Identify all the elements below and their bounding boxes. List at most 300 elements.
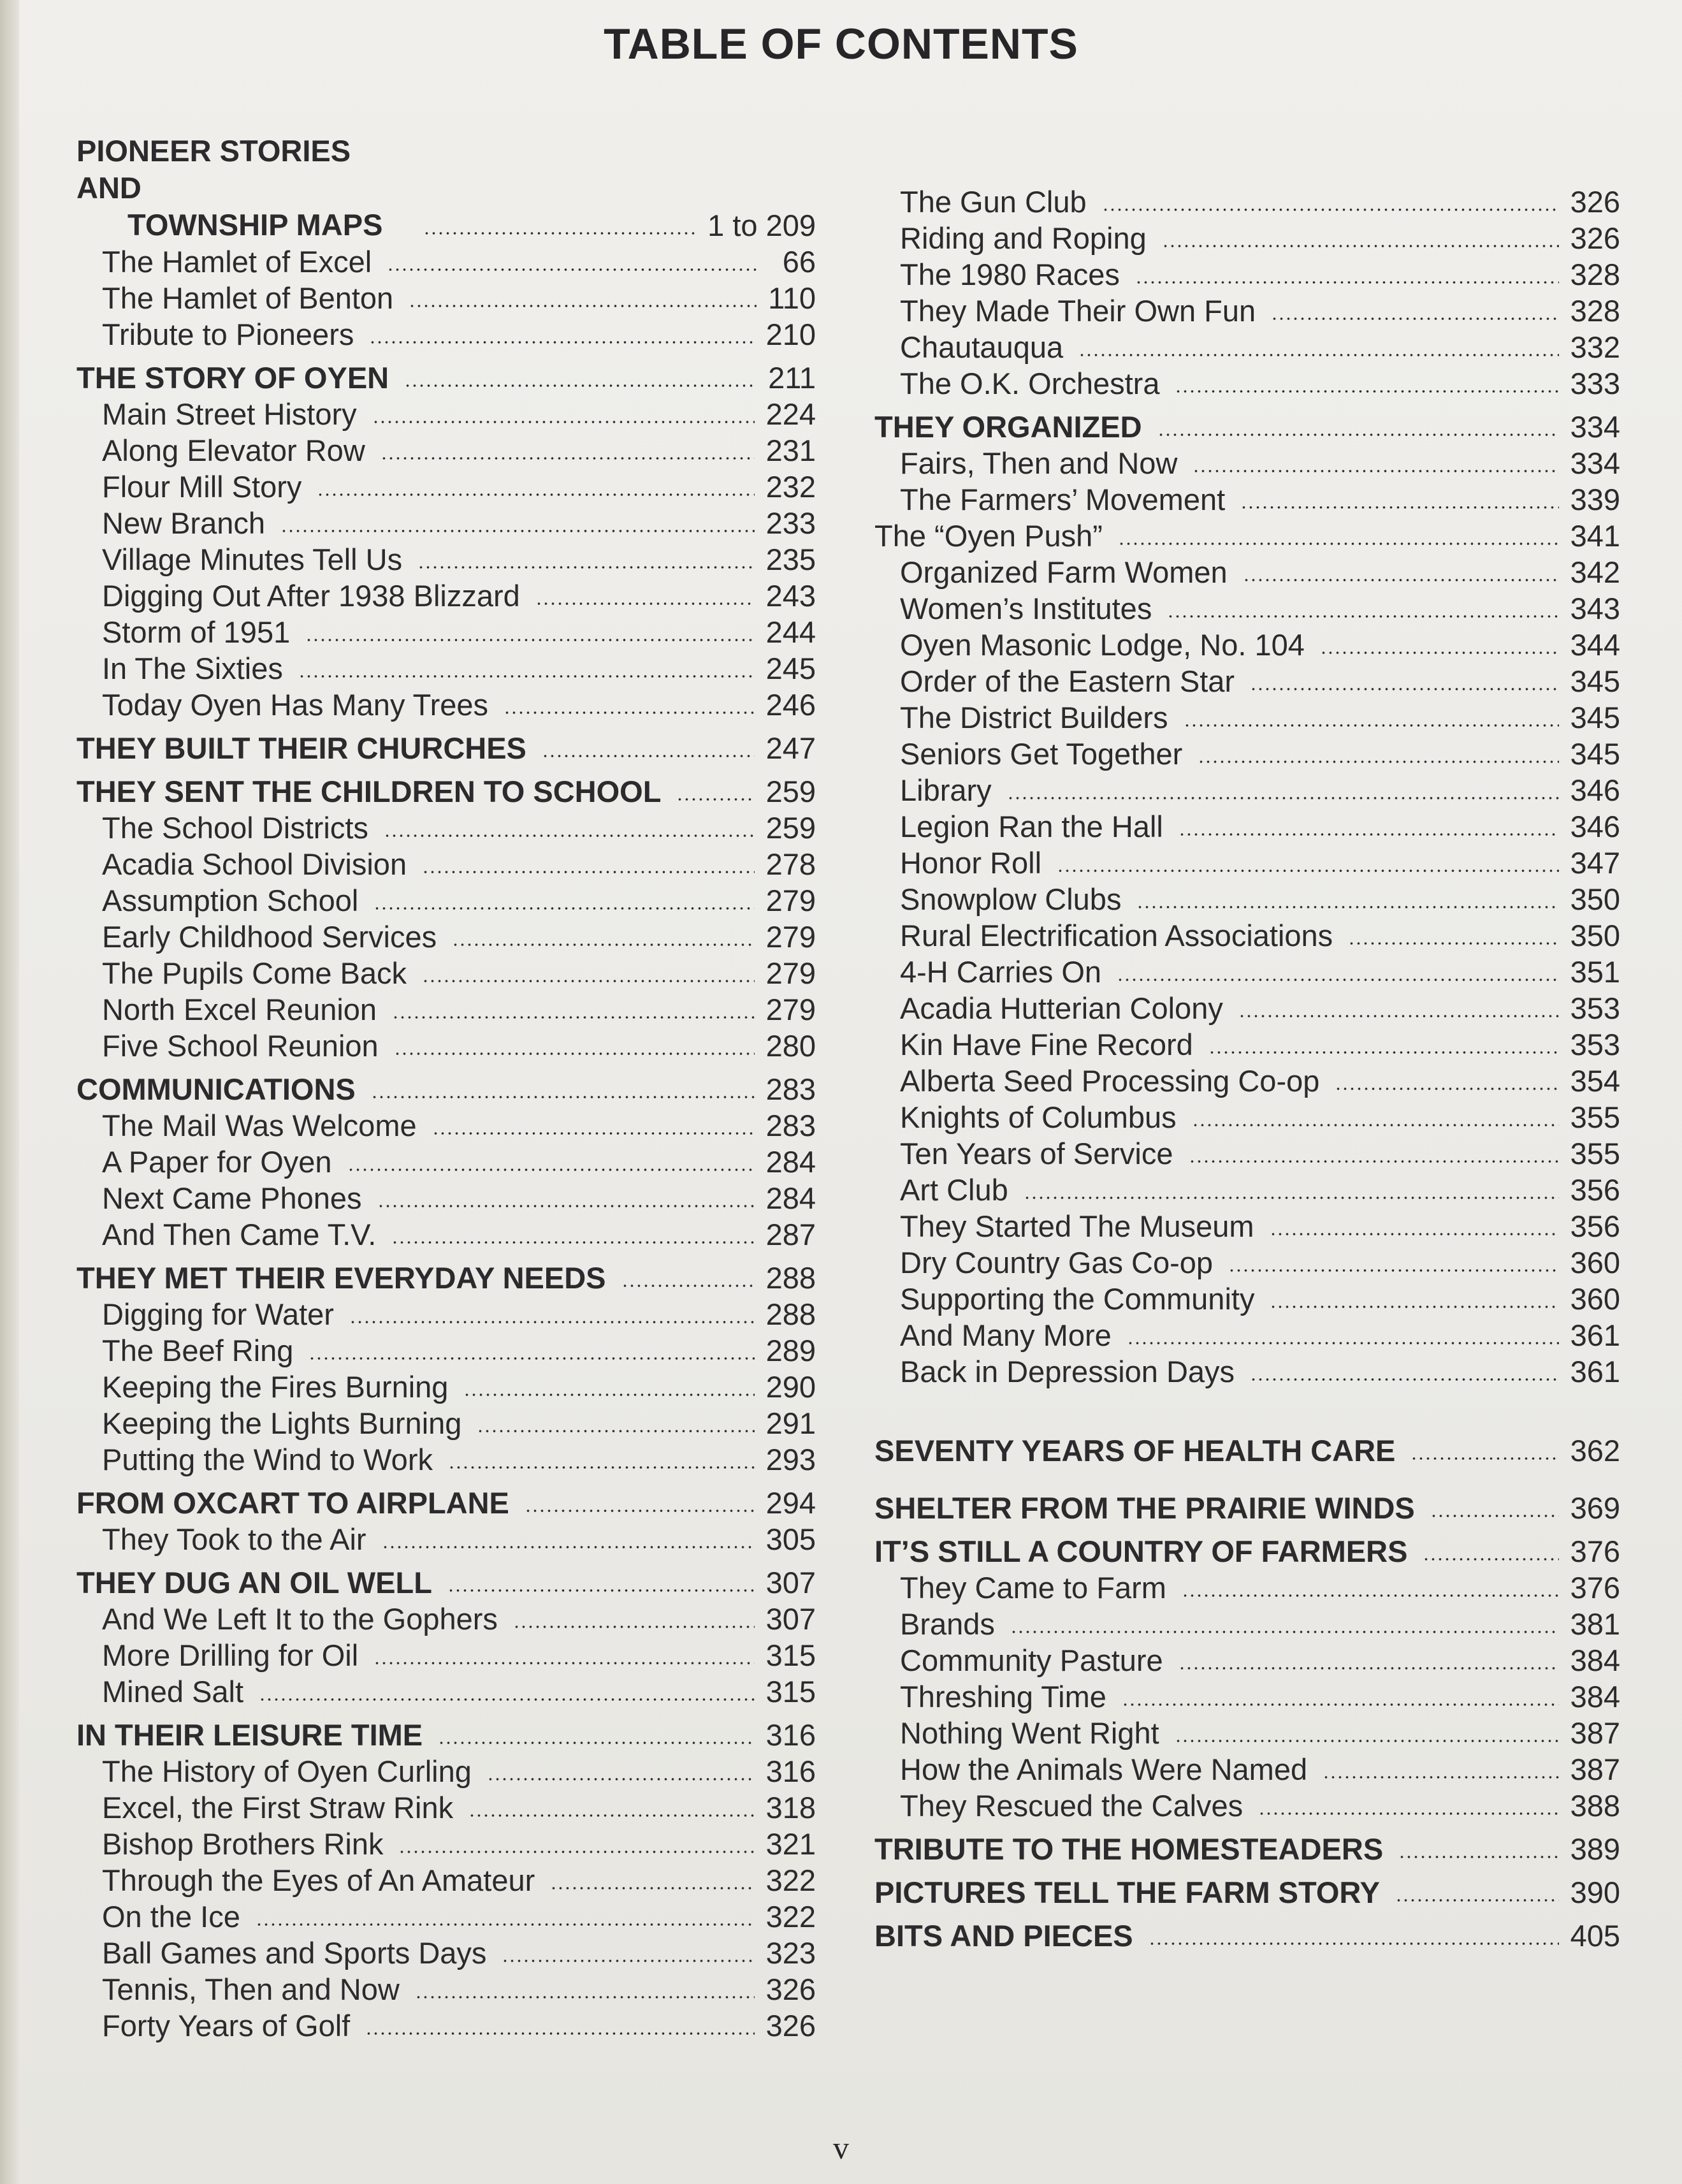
toc-entry-label: Along Elevator Row (102, 433, 365, 467)
toc-entry-page: 369 (1570, 1491, 1620, 1525)
toc-entry-label: Today Oyen Has Many Trees (102, 688, 489, 722)
dot-leader (347, 1168, 755, 1171)
toc-entry-forty-years-of-golf (76, 2007, 816, 2044)
dot-leader (1127, 1342, 1559, 1344)
dot-leader (468, 1814, 754, 1817)
dot-leader (477, 1430, 754, 1432)
toc-entry-page: 354 (1570, 1064, 1620, 1098)
toc-entry-label: They Took to the Air (102, 1522, 366, 1556)
dot-leader (448, 1466, 755, 1469)
toc-entry-the-gun-club (874, 184, 1620, 220)
dot-leader (372, 421, 755, 423)
toc-entry-label: The District Builders (900, 701, 1168, 734)
toc-entry-label: Back in Depression Days (900, 1355, 1235, 1388)
dot-leader (387, 268, 760, 271)
toc-entry-organized-farm-women (874, 554, 1620, 590)
toc-entry-riding-and-roping (874, 220, 1620, 256)
toc-entry-label: Supporting the Community (900, 1282, 1255, 1316)
toc-entry-nothing-went-right (874, 1715, 1620, 1751)
toc-entry-label: And We Left It to the Gophers (102, 1602, 498, 1636)
toc-entry-page: 346 (1570, 773, 1620, 807)
dot-leader (1395, 1899, 1559, 1902)
toc-entry-label: Order of the Eastern Star (900, 664, 1235, 698)
toc-section-they-organized (874, 407, 1620, 445)
dot-leader (373, 907, 754, 910)
dot-leader (317, 493, 754, 496)
toc-entry-label: More Drilling for Oil (102, 1638, 359, 1672)
toc-entry-label: Ball Games and Sports Days (102, 1936, 487, 1970)
toc-entry-label: Nothing Went Right (900, 1716, 1159, 1750)
toc-entry-threshing-time (874, 1678, 1620, 1715)
toc-entry-label: Acadia School Division (102, 847, 407, 881)
toc-entry-page: 350 (1570, 919, 1620, 952)
toc-entry-label: THEY DUG AN OIL WELL (76, 1566, 432, 1599)
dot-leader (1010, 1631, 1559, 1633)
toc-entry-and-we-left-it-to-the-gophers (76, 1601, 816, 1637)
toc-entry-page: 356 (1570, 1173, 1620, 1207)
toc-entry-page: 345 (1570, 737, 1620, 771)
toc-entry-rural-electrification-associations (874, 917, 1620, 954)
toc-entry-page: 381 (1570, 1607, 1620, 1641)
toc-entry-label: The O.K. Orchestra (900, 367, 1160, 400)
toc-entry-the-farmers-movement (874, 481, 1620, 518)
dot-leader (298, 675, 755, 678)
dot-leader (259, 1698, 755, 1701)
dot-leader (391, 1241, 754, 1244)
toc-entry-page: 343 (1570, 592, 1620, 625)
toc-entry-page: 283 (765, 1109, 816, 1142)
dot-leader (422, 871, 755, 873)
toc-entry-label: TRIBUTE TO THE HOMESTEADERS (874, 1832, 1384, 1866)
toc-entry-page: 233 (765, 506, 816, 540)
toc-entry-label: The “Oyen Push” (874, 519, 1103, 553)
toc-entry-label: Community Pasture (900, 1643, 1163, 1677)
toc-entry-label: Ten Years of Service (900, 1137, 1173, 1170)
toc-entry-digging-out-after-1938-blizzard (76, 578, 816, 614)
toc-entry-the-oyen-push (874, 518, 1620, 554)
toc-entry-page: 279 (765, 956, 816, 990)
toc-entry-label: The 1980 Races (900, 258, 1120, 291)
dot-leader (1189, 1160, 1559, 1163)
toc-entry-label: COMMUNICATIONS (76, 1072, 356, 1106)
dot-leader (542, 755, 755, 757)
dot-leader (1348, 942, 1558, 945)
dot-leader (1118, 542, 1559, 545)
toc-entry-page: 294 (765, 1486, 816, 1520)
toc-entry-page: 231 (765, 433, 816, 467)
toc-entry-page: 284 (765, 1181, 816, 1215)
dot-leader (1198, 761, 1558, 763)
toc-entry-page: 305 (765, 1522, 816, 1556)
dot-leader (452, 943, 755, 946)
toc-entry-flour-mill-story (76, 469, 816, 505)
toc-entry-page: 387 (1570, 1716, 1620, 1750)
toc-entry-page: 346 (1570, 810, 1620, 843)
toc-entry-page: 405 (1570, 1919, 1620, 1953)
toc-entry-page: 289 (765, 1334, 816, 1367)
toc-entry-women-s-institutes (874, 590, 1620, 627)
toc-entry-page: 288 (765, 1297, 816, 1331)
toc-entry-page: 259 (765, 775, 816, 808)
toc-entry-page: 360 (1570, 1282, 1620, 1316)
toc-entry-supporting-the-community (874, 1281, 1620, 1317)
toc-entry-label: Putting the Wind to Work (102, 1443, 433, 1476)
toc-entry-label: Storm of 1951 (102, 615, 291, 649)
toc-entry-page: 332 (1570, 330, 1620, 364)
toc-entry-label: In The Sixties (102, 652, 283, 685)
toc-entry-page: 318 (765, 1791, 816, 1824)
toc-entry-page: 307 (765, 1602, 816, 1636)
toc-entry-north-excel-reunion (76, 991, 816, 1028)
toc-entry-five-school-reunion (76, 1028, 816, 1064)
toc-entry-label: Mined Salt (102, 1675, 244, 1708)
toc-section-they-met-their-everyday-needs (76, 1258, 816, 1296)
dot-leader (417, 566, 754, 569)
toc-entry-label: Keeping the Fires Burning (102, 1370, 449, 1404)
toc-entry-back-in-depression-days (874, 1353, 1620, 1390)
spacer (874, 1469, 1620, 1483)
toc-entry-label: The Mail Was Welcome (102, 1109, 417, 1142)
toc-entry-label: Forty Years of Golf (102, 2009, 351, 2042)
toc-entry-label-line1: PIONEER STORIES AND (76, 134, 351, 205)
toc-entry-label: They Made Their Own Fun (900, 294, 1256, 328)
toc-entry-label: Chautauqua (900, 330, 1064, 364)
toc-entry-label: SHELTER FROM THE PRAIRIE WINDS (874, 1491, 1415, 1525)
dot-leader (394, 1052, 755, 1055)
toc-entry-keeping-the-lights-burning (76, 1405, 816, 1441)
toc-entry-and-then-came-t-v (76, 1216, 816, 1253)
toc-entry-next-came-phones (76, 1180, 816, 1216)
dot-leader (1192, 1124, 1559, 1126)
toc-section-tribute-to-the-homesteaders (874, 1829, 1620, 1867)
toc-entry-label: They Started The Museum (900, 1209, 1254, 1243)
toc-section-they-sent-the-children-to-school (76, 771, 816, 810)
dot-leader (349, 1321, 755, 1323)
toc-entry-label: Legion Ran the Hall (900, 810, 1163, 843)
spacer (874, 1390, 1620, 1425)
toc-entry-label: Digging for Water (102, 1297, 334, 1331)
toc-entry-label: Early Childhood Services (102, 920, 437, 954)
toc-entry-through-the-eyes-of-an-amateur (76, 1862, 816, 1898)
toc-entry-art-club (874, 1172, 1620, 1208)
toc-entry-honor-roll (874, 845, 1620, 881)
toc-entry-seniors-get-together (874, 736, 1620, 772)
toc-entry-page: 211 (768, 361, 816, 395)
dot-leader (525, 1510, 755, 1512)
dot-leader (305, 639, 754, 641)
toc-entry-page: 321 (765, 1827, 816, 1861)
toc-section-they-built-their-churches (76, 728, 816, 766)
toc-entry-label: The School Districts (102, 811, 368, 845)
toc-entry-label: BITS AND PIECES (874, 1919, 1133, 1953)
toc-entry-4-h-carries-on (874, 954, 1620, 990)
toc-entry-page: 284 (765, 1145, 816, 1179)
toc-entry-mined-salt (76, 1673, 816, 1710)
toc-entry-label: Rural Electrification Associations (900, 919, 1333, 952)
dot-leader (1167, 615, 1558, 618)
toc-entry-order-of-the-eastern-star (874, 663, 1620, 699)
dot-leader (1078, 354, 1558, 356)
toc-entry-page: 334 (1570, 410, 1620, 444)
toc-entry-label: The Hamlet of Benton (102, 281, 394, 315)
dot-leader (1178, 833, 1559, 836)
dot-leader (463, 1394, 754, 1396)
toc-entry-digging-for-water (76, 1296, 816, 1332)
dot-leader (369, 341, 754, 344)
toc-entry-acadia-school-division (76, 846, 816, 882)
toc-entry-page: 224 (765, 397, 816, 431)
dot-leader (1250, 688, 1559, 690)
dot-leader (1320, 652, 1559, 654)
dot-leader (1175, 1740, 1559, 1742)
dot-leader (1410, 1457, 1558, 1460)
toc-entry-page: 247 (765, 731, 816, 765)
toc-entry-page: 342 (1570, 555, 1620, 589)
dot-leader (1135, 281, 1559, 284)
toc-entry-label: The Pupils Come Back (102, 956, 407, 990)
toc-entry-alberta-seed-processing-co-op (874, 1063, 1620, 1099)
toc-entry-page: 339 (1570, 483, 1620, 516)
toc-entry-label: Seniors Get Together (900, 737, 1183, 771)
dot-leader (502, 1960, 754, 1962)
toc-entry-label: SEVENTY YEARS OF HEALTH CARE (874, 1434, 1396, 1467)
toc-entry-page: 388 (1570, 1789, 1620, 1823)
toc-entry-label: On the Ice (102, 1900, 240, 1933)
toc-entry-page: 351 (1570, 955, 1620, 989)
toc-entry-acadia-hutterian-colony (874, 990, 1620, 1026)
toc-entry-tennis-then-and-now (76, 1971, 816, 2007)
toc-entry-dry-country-gas-co-op (874, 1244, 1620, 1281)
toc-entry-page: 1 to 209 (707, 208, 816, 242)
toc-entry-knights-of-columbus (874, 1099, 1620, 1135)
toc-entry-brands (874, 1606, 1620, 1642)
toc-entry-label: Through the Eyes of An Amateur (102, 1863, 535, 1897)
toc-entry-label: Fairs, Then and Now (900, 446, 1178, 480)
toc-entry-page: 323 (765, 1936, 816, 1970)
dot-leader (1250, 1378, 1559, 1381)
toc-entry-label: The Hamlet of Excel (102, 245, 372, 279)
toc-entry-page: 279 (765, 993, 816, 1026)
toc-entry-label: Keeping the Lights Burning (102, 1406, 462, 1440)
toc-entry-label: And Many More (900, 1318, 1112, 1352)
dot-leader (422, 980, 755, 982)
dot-leader (1117, 979, 1559, 981)
toc-entry-label: Digging Out After 1938 Blizzard (102, 579, 520, 613)
toc-entry-page: 243 (765, 579, 816, 613)
dot-leader (1178, 1667, 1559, 1670)
toc-entry-page: 328 (1570, 258, 1620, 291)
page-title: TABLE OF CONTENTS (604, 20, 1078, 68)
toc-entry-the-school-districts (76, 810, 816, 846)
toc-entry-new-branch (76, 505, 816, 541)
toc-section-the-story-of-oyen (76, 358, 816, 396)
toc-entry-page: 259 (765, 811, 816, 845)
toc-entry-page: 376 (1570, 1534, 1620, 1568)
toc-entry-page: 246 (765, 688, 816, 722)
toc-entry-chautauqua (874, 329, 1620, 365)
dot-leader (487, 1778, 755, 1780)
toc-entry-label: Art Club (900, 1173, 1008, 1207)
dot-leader (1057, 870, 1559, 872)
toc-entry-page: 235 (765, 542, 816, 576)
toc-entry-keeping-the-fires-burning (76, 1369, 816, 1405)
toc-entry-label: A Paper for Oyen (102, 1145, 332, 1179)
toc-entry-the-pupils-come-back (76, 955, 816, 991)
toc-entry-label: IT’S STILL A COUNTRY OF FARMERS (874, 1534, 1408, 1568)
dot-leader (308, 1357, 754, 1360)
toc-entry-page: 350 (1570, 882, 1620, 916)
toc-entry-label: Village Minutes Tell Us (102, 542, 403, 576)
toc-entry-page: 291 (765, 1406, 816, 1440)
toc-entry-excel-the-first-straw-rink (76, 1789, 816, 1826)
dot-leader (1271, 317, 1558, 320)
dot-leader (1193, 470, 1558, 472)
toc-entry-label (76, 133, 408, 244)
dot-leader (1184, 724, 1559, 727)
toc-entry-label: Riding and Roping (900, 221, 1147, 255)
toc-entry-page: 341 (1570, 519, 1620, 553)
dot-leader (371, 1096, 755, 1098)
toc-entry-on-the-ice (76, 1898, 816, 1935)
toc-entry-label: Five School Reunion (102, 1029, 379, 1063)
toc-entry-page: 344 (1570, 628, 1620, 662)
toc-entry-label: Tribute to Pioneers (102, 317, 354, 351)
toc-entry-page: 355 (1570, 1137, 1620, 1170)
toc-entry-page: 355 (1570, 1100, 1620, 1134)
toc-entry-label-line2: TOWNSHIP MAPS (127, 208, 383, 242)
dot-leader (365, 2032, 754, 2035)
toc-entry-label: THEY ORGANIZED (874, 410, 1142, 444)
toc-entry-page: 326 (1570, 221, 1620, 255)
dot-leader (438, 1742, 754, 1744)
toc-entry-page: 290 (765, 1370, 816, 1404)
toc-section-communications (76, 1069, 816, 1107)
toc-entry-assumption-school (76, 882, 816, 919)
toc-entry-page: 384 (1570, 1643, 1620, 1677)
dot-leader (1175, 390, 1558, 393)
toc-section-shelter-from-the-prairie-winds (874, 1488, 1620, 1526)
dot-leader (1430, 1515, 1559, 1517)
toc-entry-page: 110 (768, 281, 816, 315)
toc-entry-label: The Beef Ring (102, 1334, 294, 1367)
dot-leader (1335, 1088, 1558, 1090)
toc-entry-label: THEY BUILT THEIR CHURCHES (76, 731, 526, 765)
toc-entry-label: New Branch (102, 506, 265, 540)
dot-leader (1323, 1776, 1558, 1779)
toc-entry-they-came-to-farm (874, 1569, 1620, 1606)
dot-leader (1024, 1197, 1559, 1199)
toc-entry-fairs-then-and-now (874, 445, 1620, 481)
toc-entry-ten-years-of-service (874, 1135, 1620, 1172)
toc-entry-label: PICTURES TELL THE FARM STORY (874, 1875, 1380, 1909)
toc-entry-page: 361 (1570, 1318, 1620, 1352)
toc-entry-page: 279 (765, 884, 816, 917)
toc-entry-page: 307 (765, 1566, 816, 1599)
toc-entry-legion-ran-the-hall (874, 808, 1620, 845)
toc-entry-the-district-builders (874, 699, 1620, 736)
toc-entry-label: Women’s Institutes (900, 592, 1152, 625)
toc-entry-label: Assumption School (102, 884, 359, 917)
toc-entry-library (874, 772, 1620, 808)
toc-entry-label: Flour Mill Story (102, 470, 302, 504)
toc-entry-page: 280 (765, 1029, 816, 1063)
toc-entry-page: 387 (1570, 1752, 1620, 1786)
dot-leader (392, 1016, 755, 1019)
dot-leader (1162, 245, 1559, 247)
toc-section-from-oxcart-to-airplane (76, 1483, 816, 1521)
toc-entry-they-started-the-museum (874, 1208, 1620, 1244)
toc-entry-along-elevator-row (76, 432, 816, 469)
toc-entry-page: 283 (765, 1072, 816, 1106)
toc-entry-page: 376 (1570, 1571, 1620, 1605)
toc-entry-page: 245 (765, 652, 816, 685)
toc-section-pictures-tell-the-farm-story (874, 1872, 1620, 1911)
toc-section-seventy-years-of-health-care (874, 1431, 1620, 1469)
toc-entry-page: 356 (1570, 1209, 1620, 1243)
toc-entry-page: 293 (765, 1443, 816, 1476)
toc-entry-page: 326 (765, 2009, 816, 2042)
toc-entry-label: THE STORY OF OYEN (76, 361, 389, 395)
book-binding-edge (0, 0, 19, 2184)
dot-leader (1136, 906, 1558, 908)
toc-entry-snowplow-clubs (874, 881, 1620, 917)
toc-entry-tribute-to-pioneers (76, 316, 816, 353)
dot-leader (676, 798, 754, 801)
dot-leader (1240, 506, 1558, 509)
toc-entry-the-history-of-oyen-curling (76, 1753, 816, 1789)
dot-leader (377, 1205, 755, 1207)
dot-leader (1398, 1856, 1558, 1858)
toc-entry-page: 362 (1570, 1434, 1620, 1467)
dot-leader (550, 1887, 754, 1889)
toc-entry-page: 232 (765, 470, 816, 504)
toc-right-column (874, 184, 1620, 1954)
dot-leader (1270, 1233, 1559, 1235)
toc-entry-page: 287 (765, 1218, 816, 1251)
dot-leader (1243, 579, 1559, 581)
toc-entry-page: 384 (1570, 1680, 1620, 1714)
dot-leader (1182, 1594, 1559, 1597)
dot-leader (381, 457, 755, 460)
toc-entry-label: Threshing Time (900, 1680, 1106, 1714)
toc-entry-label: Snowplow Clubs (900, 882, 1122, 916)
toc-entry-label: The Gun Club (900, 185, 1087, 219)
toc-entry-label: THEY MET THEIR EVERYDAY NEEDS (76, 1261, 606, 1295)
dot-leader (1270, 1306, 1558, 1308)
dot-leader (384, 834, 755, 837)
toc-entry-label: Honor Roll (900, 846, 1042, 880)
toc-entry-page: 347 (1570, 846, 1620, 880)
toc-entry-label: Organized Farm Women (900, 555, 1228, 589)
toc-entry-label: Bishop Brothers Rink (102, 1827, 384, 1861)
toc-entry-more-drilling-for-oil (76, 1637, 816, 1673)
toc-entry-early-childhood-services (76, 919, 816, 955)
toc-entry-label: Tennis, Then and Now (102, 1972, 400, 2006)
toc-entry-in-the-sixties (76, 650, 816, 687)
toc-entry-page: 390 (1570, 1875, 1620, 1909)
toc-entry-putting-the-wind-to-work (76, 1441, 816, 1478)
toc-entry-the-1980-races (874, 256, 1620, 293)
toc-entry-page: 288 (765, 1261, 816, 1295)
toc-entry-label: Acadia Hutterian Colony (900, 991, 1223, 1025)
toc-entry-label: Library (900, 773, 992, 807)
toc-entry-label: Next Came Phones (102, 1181, 362, 1215)
toc-entry-a-paper-for-oyen (76, 1144, 816, 1180)
dot-leader (1423, 1558, 1558, 1561)
toc-entry-bishop-brothers-rink (76, 1826, 816, 1862)
toc-section-they-dug-an-oil-well (76, 1562, 816, 1601)
toc-section-bits-and-pieces (874, 1916, 1620, 1954)
